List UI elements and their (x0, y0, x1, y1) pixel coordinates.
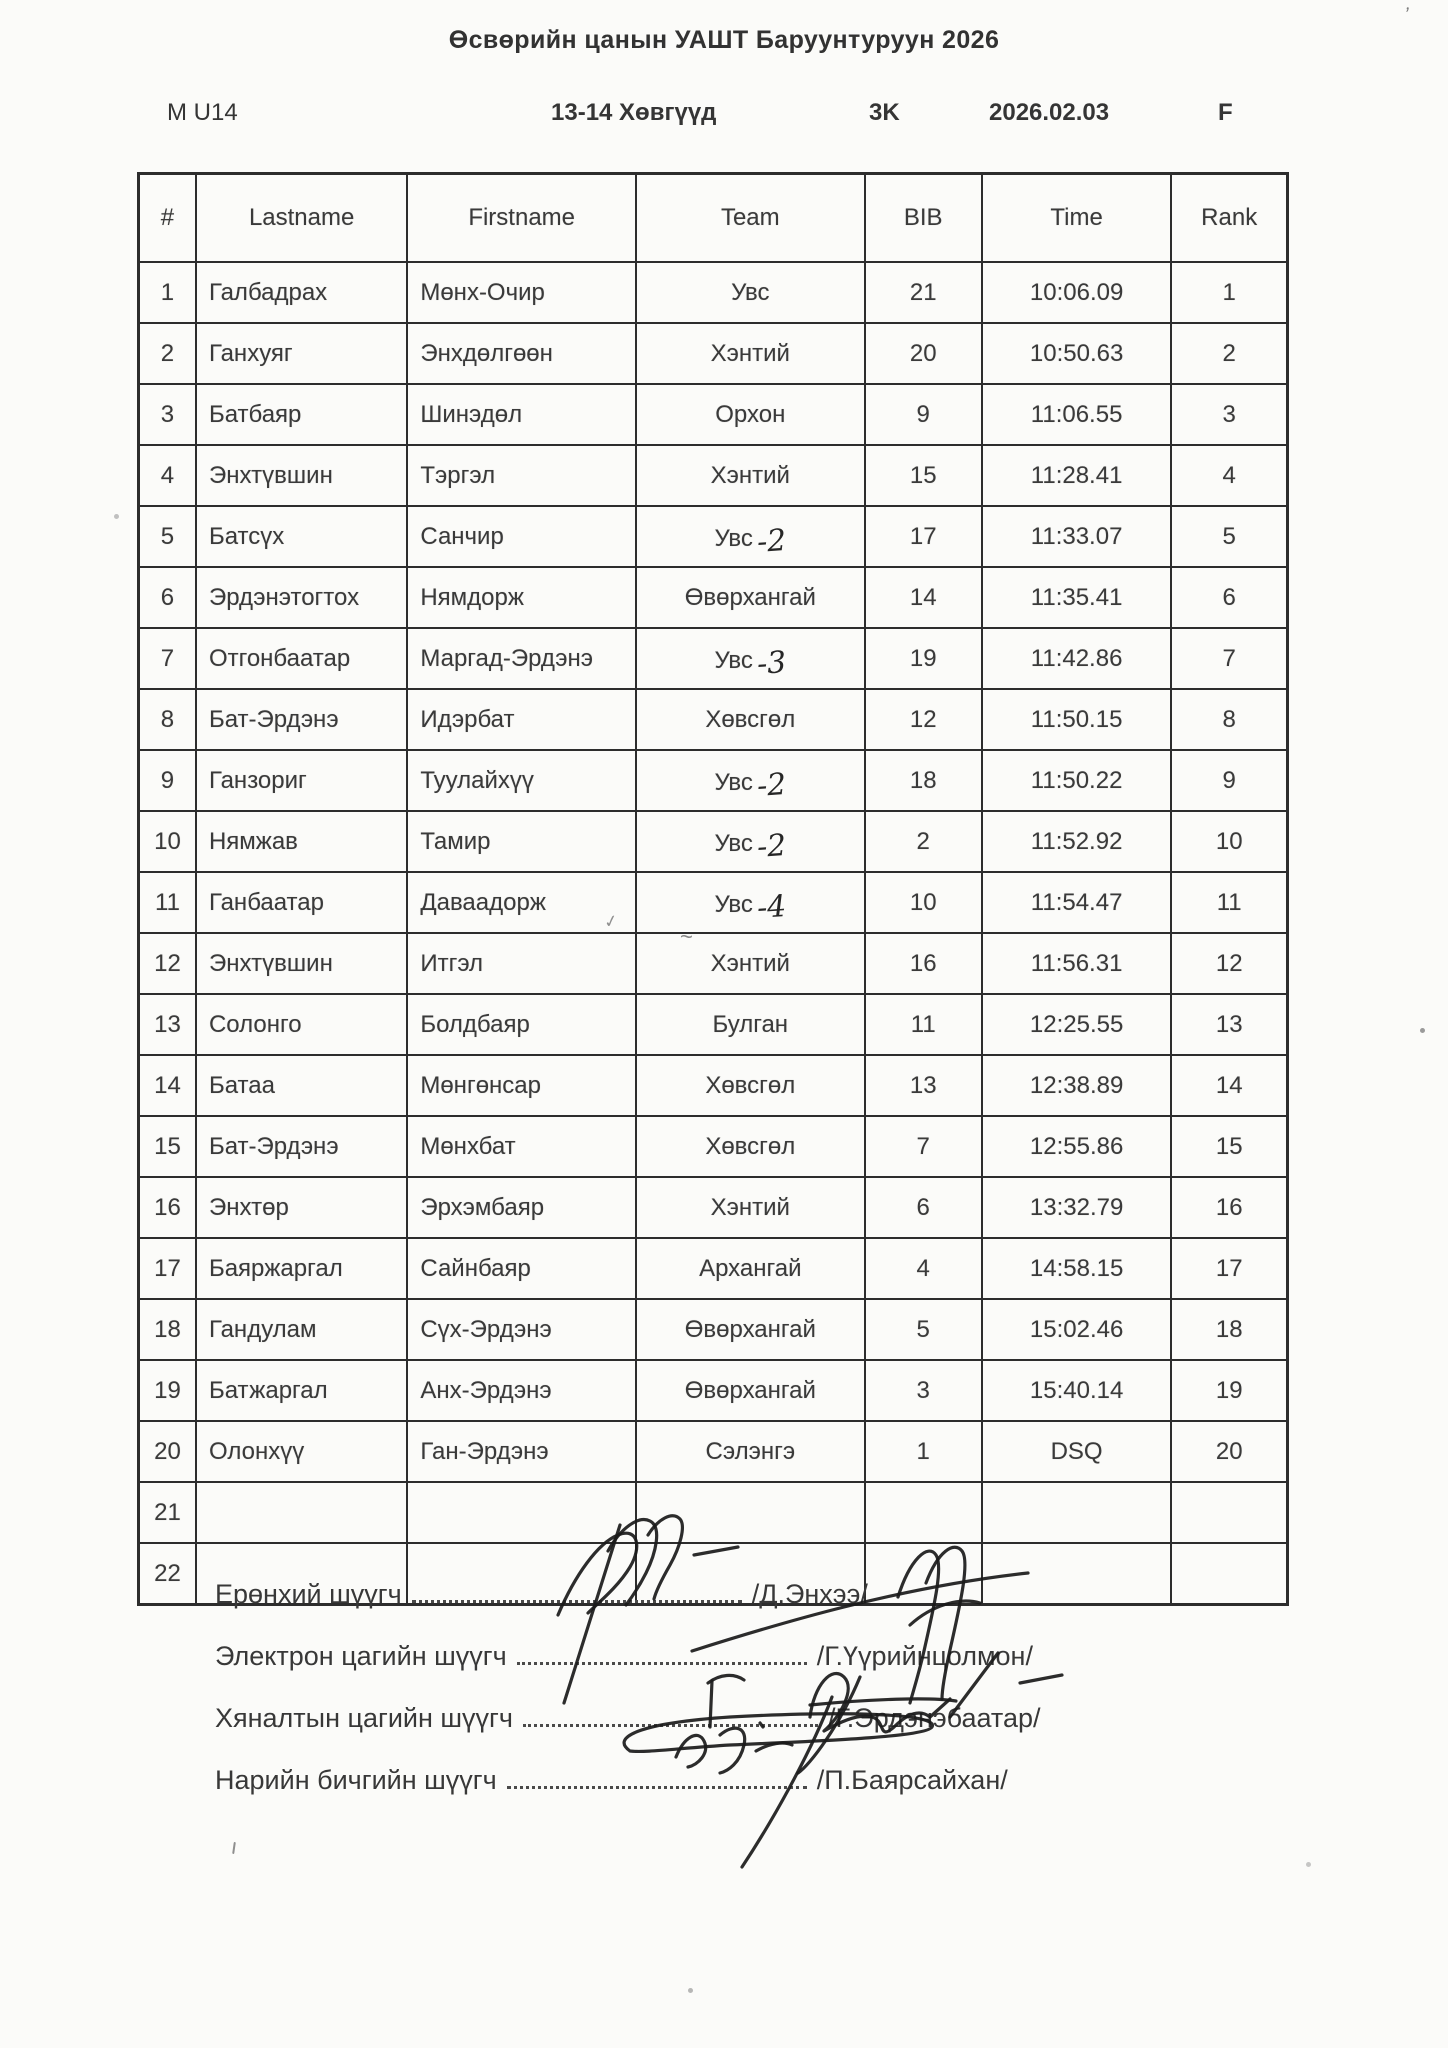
cell-num: 15 (139, 1116, 196, 1177)
cell-firstname: Нямдорж (407, 567, 636, 628)
signature-dotted-line (412, 1596, 742, 1603)
page-title: Өсвөрийн цанын УАШТ Баруунтуруун 2026 (448, 26, 1000, 54)
cell-time: 10:50.63 (982, 323, 1172, 384)
cell-team (636, 1116, 865, 1177)
cell-team (636, 1177, 865, 1238)
cell-team (636, 323, 865, 384)
cell-bib: 6 (865, 1177, 982, 1238)
cell-time (982, 1482, 1172, 1543)
team-name: Увс (714, 647, 753, 674)
cell-bib: 9 (865, 384, 982, 445)
cell-team (636, 933, 865, 994)
table-row (139, 811, 1288, 872)
cell-time: 11:56.31 (982, 933, 1172, 994)
team-name: Хөвсгөл (705, 1071, 796, 1099)
team-name: Архангай (699, 1254, 802, 1282)
table-row (139, 506, 1288, 567)
results-table (137, 172, 1289, 1606)
cell-bib: 10 (865, 872, 982, 933)
cell-rank: 5 (1171, 506, 1287, 567)
scan-speck (688, 1988, 693, 1993)
table-row (139, 1116, 1288, 1177)
cell-firstname: Анх-Эрдэнэ (407, 1360, 636, 1421)
cell-time: 11:42.86 (982, 628, 1172, 689)
cell-rank: 3 (1171, 384, 1287, 445)
cell-time: 11:54.47 (982, 872, 1172, 933)
cell-team (636, 506, 865, 567)
signature-name: /Г.Үүрийнцолмон/ (816, 1641, 1033, 1671)
cell-lastname: Ганбаатар (196, 872, 407, 933)
table-row (139, 1482, 1288, 1543)
table-row (139, 872, 1288, 933)
cell-rank: 16 (1171, 1177, 1287, 1238)
cell-num: 5 (139, 506, 196, 567)
team-name: Булган (712, 1010, 789, 1038)
cell-bib: 20 (865, 323, 982, 384)
cell-num: 8 (139, 689, 196, 750)
category-code: M U14 (167, 99, 238, 126)
cell-bib: 21 (865, 262, 982, 323)
cell-team (636, 1482, 865, 1543)
cell-bib: 5 (865, 1299, 982, 1360)
cell-time: 11:33.07 (982, 506, 1172, 567)
scan-speck (232, 1842, 236, 1854)
cell-num: 2 (139, 323, 196, 384)
cell-bib: 3 (865, 1360, 982, 1421)
cell-team (636, 384, 865, 445)
team-name: Орхон (715, 400, 786, 428)
cell-rank: 12 (1171, 933, 1287, 994)
cell-rank (1171, 1482, 1287, 1543)
cell-team (636, 628, 865, 689)
table-row (139, 262, 1288, 323)
table-row (139, 689, 1288, 750)
team-suffix-handwritten: -2 (755, 828, 788, 865)
cell-rank: 8 (1171, 689, 1287, 750)
cell-firstname: Ган-Эрдэнэ (407, 1421, 636, 1482)
cell-bib: 4 (865, 1238, 982, 1299)
table-row (139, 1360, 1288, 1421)
scan-speck (1420, 1028, 1425, 1033)
table-row (139, 567, 1288, 628)
cell-rank: 2 (1171, 323, 1287, 384)
signature-line (215, 1736, 1365, 1798)
cell-lastname: Баяржаргал (196, 1238, 407, 1299)
team-name: Увс (731, 278, 770, 306)
cell-firstname: Тэргэл (407, 445, 636, 506)
cell-firstname: Болдбаяр (407, 994, 636, 1055)
cell-team (636, 872, 865, 933)
event-name: 13-14 Хөвгүүд (551, 99, 717, 126)
cell-num: 22 (139, 1543, 196, 1605)
cell-bib: 18 (865, 750, 982, 811)
cell-lastname: Бат-Эрдэнэ (196, 1116, 407, 1177)
cell-lastname: Эрдэнэтогтох (196, 567, 407, 628)
col-header-2: Firstname (407, 174, 636, 263)
cell-time: 11:06.55 (982, 384, 1172, 445)
cell-firstname: Даваадорж (407, 872, 636, 933)
cell-team (636, 1238, 865, 1299)
cell-time: 12:55.86 (982, 1116, 1172, 1177)
cell-lastname: Энхтүвшин (196, 445, 407, 506)
cell-team (636, 567, 865, 628)
team-name: Увс (714, 769, 753, 796)
cell-num: 14 (139, 1055, 196, 1116)
cell-bib: 17 (865, 506, 982, 567)
cell-bib: 14 (865, 567, 982, 628)
table-row (139, 1177, 1288, 1238)
cell-num: 16 (139, 1177, 196, 1238)
cell-firstname: Санчир (407, 506, 636, 567)
cell-num: 10 (139, 811, 196, 872)
cell-time: 12:38.89 (982, 1055, 1172, 1116)
cell-rank: 6 (1171, 567, 1287, 628)
cell-firstname: Тамир (407, 811, 636, 872)
cell-rank: 17 (1171, 1238, 1287, 1299)
cell-num: 21 (139, 1482, 196, 1543)
signature-role-label: Электрон цагийн шүүгч (215, 1641, 507, 1671)
header-row (139, 174, 1288, 263)
cell-firstname: Мөнхбат (407, 1116, 636, 1177)
cell-lastname (196, 1482, 407, 1543)
cell-bib: 15 (865, 445, 982, 506)
cell-bib: 7 (865, 1116, 982, 1177)
team-name: Өвөрхангай (684, 1376, 816, 1404)
cell-firstname: Эрхэмбаяр (407, 1177, 636, 1238)
cell-rank: 19 (1171, 1360, 1287, 1421)
cell-rank: 13 (1171, 994, 1287, 1055)
table-row (139, 1299, 1288, 1360)
table-row (139, 750, 1288, 811)
cell-firstname: Мөнгөнсар (407, 1055, 636, 1116)
cell-bib: 12 (865, 689, 982, 750)
team-name: Өвөрхангай (684, 583, 816, 611)
cell-num: 20 (139, 1421, 196, 1482)
cell-firstname: Сүх-Эрдэнэ (407, 1299, 636, 1360)
signature-name: /Д.Энхээ/ (751, 1579, 868, 1609)
cell-rank: 15 (1171, 1116, 1287, 1177)
cell-bib (865, 1482, 982, 1543)
scan-speck (114, 514, 119, 519)
cell-lastname: Батаа (196, 1055, 407, 1116)
cell-time: 14:58.15 (982, 1238, 1172, 1299)
team-name: Өвөрхангай (684, 1315, 816, 1343)
cell-num: 9 (139, 750, 196, 811)
cell-team (636, 445, 865, 506)
cell-lastname: Батжаргал (196, 1360, 407, 1421)
cell-num: 19 (139, 1360, 196, 1421)
cell-time: 11:28.41 (982, 445, 1172, 506)
cell-team (636, 1055, 865, 1116)
cell-firstname: Маргад-Эрдэнэ (407, 628, 636, 689)
signature-dotted-line (523, 1720, 818, 1727)
cell-num: 17 (139, 1238, 196, 1299)
cell-time: 11:50.15 (982, 689, 1172, 750)
cell-bib: 16 (865, 933, 982, 994)
col-header-6: Rank (1171, 174, 1287, 263)
cell-rank: 7 (1171, 628, 1287, 689)
cell-time: 10:06.09 (982, 262, 1172, 323)
table-row (139, 1055, 1288, 1116)
table-row (139, 323, 1288, 384)
cell-lastname: Бат-Эрдэнэ (196, 689, 407, 750)
signature-line (215, 1674, 1365, 1736)
table-row (139, 1238, 1288, 1299)
col-header-5: Time (982, 174, 1172, 263)
team-name: Увс (714, 891, 753, 918)
cell-lastname: Галбадрах (196, 262, 407, 323)
cell-firstname: Мөнх-Очир (407, 262, 636, 323)
col-header-1: Lastname (196, 174, 407, 263)
table-row (139, 628, 1288, 689)
team-suffix-handwritten: -2 (755, 523, 788, 560)
team-name: Увс (714, 830, 753, 857)
signature-block (215, 1550, 1365, 1798)
cell-team (636, 689, 865, 750)
cell-time: 11:52.92 (982, 811, 1172, 872)
cell-rank: 11 (1171, 872, 1287, 933)
signature-role-label: Нарийн бичгийн шүүгч (215, 1765, 497, 1795)
cell-time: 11:35.41 (982, 567, 1172, 628)
cell-bib: 19 (865, 628, 982, 689)
team-name: Хөвсгөл (705, 705, 796, 733)
cell-lastname: Олонхүү (196, 1421, 407, 1482)
team-name: Хэнтий (710, 461, 790, 489)
cell-firstname: Сайнбаяр (407, 1238, 636, 1299)
cell-time: 13:32.79 (982, 1177, 1172, 1238)
team-suffix-handwritten: -2 (755, 767, 788, 804)
team-name: Сэлэнгэ (705, 1437, 796, 1465)
cell-rank: 14 (1171, 1055, 1287, 1116)
cell-num: 18 (139, 1299, 196, 1360)
cell-lastname: Батбаяр (196, 384, 407, 445)
cell-lastname: Отгонбаатар (196, 628, 407, 689)
cell-rank: 18 (1171, 1299, 1287, 1360)
table-row (139, 1421, 1288, 1482)
signature-dotted-line (517, 1658, 807, 1665)
cell-time: 15:40.14 (982, 1360, 1172, 1421)
cell-team (636, 1299, 865, 1360)
cell-rank: 20 (1171, 1421, 1287, 1482)
handwritten-check-mark: ✓ (602, 910, 620, 933)
team-name: Хэнтий (710, 949, 790, 977)
scan-speck: ’ (1401, 3, 1411, 27)
cell-num: 6 (139, 567, 196, 628)
cell-team (636, 1421, 865, 1482)
table-row (139, 445, 1288, 506)
cell-firstname: Туулайхүү (407, 750, 636, 811)
cell-lastname: Батсүх (196, 506, 407, 567)
cell-num: 12 (139, 933, 196, 994)
cell-lastname: Солонго (196, 994, 407, 1055)
col-header-3: Team (636, 174, 865, 263)
handwritten-dash-mark: ~ (680, 924, 693, 949)
race-distance: 3K (869, 99, 900, 126)
cell-team (636, 1360, 865, 1421)
cell-firstname (407, 1482, 636, 1543)
cell-lastname: Ганхуяг (196, 323, 407, 384)
signature-name: /П.Баярсайхан/ (816, 1765, 1008, 1795)
cell-num: 3 (139, 384, 196, 445)
cell-firstname: Энхдөлгөөн (407, 323, 636, 384)
status-flag: F (1218, 99, 1233, 126)
cell-firstname: Идэрбат (407, 689, 636, 750)
cell-rank: 4 (1171, 445, 1287, 506)
cell-time: 15:02.46 (982, 1299, 1172, 1360)
cell-rank: 9 (1171, 750, 1287, 811)
signature-line (215, 1612, 1365, 1674)
race-date: 2026.02.03 (989, 99, 1110, 126)
cell-num: 7 (139, 628, 196, 689)
cell-rank: 10 (1171, 811, 1287, 872)
cell-firstname: Итгэл (407, 933, 636, 994)
cell-lastname: Энхтүвшин (196, 933, 407, 994)
cell-bib: 11 (865, 994, 982, 1055)
col-header-0: # (139, 174, 196, 263)
cell-lastname: Энхтөр (196, 1177, 407, 1238)
cell-bib: 2 (865, 811, 982, 872)
cell-time: 11:50.22 (982, 750, 1172, 811)
cell-firstname: Шинэдөл (407, 384, 636, 445)
signature-line (215, 1550, 1365, 1612)
cell-num: 1 (139, 262, 196, 323)
cell-num: 13 (139, 994, 196, 1055)
cell-team (636, 750, 865, 811)
cell-lastname: Гандулам (196, 1299, 407, 1360)
results-table-wrapper (137, 172, 1289, 1606)
cell-rank: 1 (1171, 262, 1287, 323)
col-header-4: BIB (865, 174, 982, 263)
table-row (139, 994, 1288, 1055)
team-name: Увс (714, 525, 753, 552)
cell-time: DSQ (982, 1421, 1172, 1482)
cell-lastname: Нямжав (196, 811, 407, 872)
signature-name: /Г.Эрдэнэбаатар/ (827, 1703, 1041, 1733)
cell-num: 4 (139, 445, 196, 506)
scan-speck (1306, 1862, 1311, 1867)
team-name: Хэнтий (710, 339, 790, 367)
team-name: Хөвсгөл (705, 1132, 796, 1160)
signature-role-label: Хяналтын цагийн шүүгч (215, 1703, 513, 1733)
cell-team (636, 262, 865, 323)
signature-role-label: Ерөнхий шүүгч (215, 1579, 402, 1609)
cell-lastname: Ганзориг (196, 750, 407, 811)
cell-time: 12:25.55 (982, 994, 1172, 1055)
table-row (139, 384, 1288, 445)
cell-team (636, 994, 865, 1055)
team-suffix-handwritten: -3 (755, 645, 788, 682)
team-name: Хэнтий (710, 1193, 790, 1221)
cell-bib: 13 (865, 1055, 982, 1116)
team-suffix-handwritten: -4 (755, 889, 788, 926)
signature-dotted-line (507, 1782, 807, 1789)
table-row (139, 933, 1288, 994)
cell-team (636, 811, 865, 872)
cell-num: 11 (139, 872, 196, 933)
cell-bib: 1 (865, 1421, 982, 1482)
